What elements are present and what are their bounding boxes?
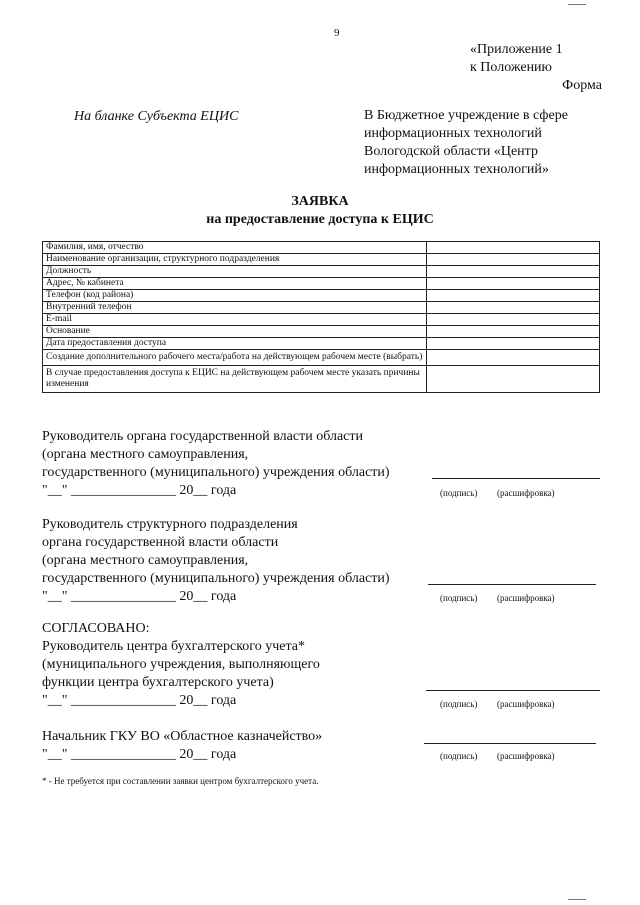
row-value-cell[interactable]: [427, 254, 600, 266]
row-label: Наименование организации, структурного подразделения: [43, 254, 427, 266]
signature-text-line: государственного (муниципального) учреждения области): [42, 571, 390, 586]
row-value-cell[interactable]: [427, 326, 600, 338]
signature-text-line: (органа местного самоуправления,: [42, 553, 249, 568]
addressee: В Бюджетное учреждение в сфере информационных технологий Вологодской области «Центр информационных технологий»: [364, 108, 568, 177]
sign-caption: (подпись): [440, 593, 478, 603]
row-value-cell[interactable]: [427, 242, 600, 254]
decode-caption: (расшифровка): [497, 699, 555, 709]
table-row: [43, 302, 600, 314]
signature-text-line: Руководитель органа государственной власти области: [42, 429, 363, 444]
document-subtitle: на предоставление доступа к ЕЦИС: [206, 212, 434, 227]
table-row: [43, 290, 600, 302]
request-table: [42, 241, 600, 393]
row-label: Телефон (код района): [43, 290, 427, 302]
signature-line[interactable]: [426, 690, 600, 691]
appendix-line-2: к Положению: [470, 60, 553, 75]
scan-mark: [568, 899, 586, 900]
signature-text-line: Руководитель структурного подразделения: [42, 517, 298, 532]
signature-text-line: Начальник ГКУ ВО «Областное казначейство»: [42, 729, 323, 744]
footnote: * - Не требуется при составлении заявки центром бухгалтерского учета.: [42, 776, 319, 786]
signature-text-line: (муниципального учреждения, выполняющего: [42, 657, 320, 672]
signature-text-line: органа государственной власти области: [42, 535, 279, 550]
table-row: [43, 350, 600, 366]
row-label: В случае предоставления доступа к ЕЦИС на действующем рабочем месте указать причины изменения: [43, 366, 427, 393]
row-label: Дата предоставления доступа: [43, 338, 427, 350]
decode-caption: (расшифровка): [497, 488, 555, 498]
form-label: Форма: [562, 78, 602, 93]
signature-text-line: Руководитель центра бухгалтерского учета*: [42, 639, 305, 654]
row-value-cell[interactable]: [427, 366, 600, 393]
table-row: [43, 242, 600, 254]
row-label: Внутренний телефон: [43, 302, 427, 314]
table-row: [43, 278, 600, 290]
sign-caption: (подпись): [440, 488, 478, 498]
row-label: Адрес, № кабинета: [43, 278, 427, 290]
signature-text-line: функции центра бухгалтерского учета): [42, 675, 274, 690]
signature-date: "__" _______________ 20__ года: [42, 747, 237, 762]
row-label: E-mail: [43, 314, 427, 326]
letterhead-note: На бланке Субъекта ЕЦИС: [74, 109, 239, 124]
row-value-cell[interactable]: [427, 290, 600, 302]
signature-line[interactable]: [424, 743, 596, 744]
table-row: [43, 254, 600, 266]
signature-date: "__" _______________ 20__ года: [42, 483, 237, 498]
decode-caption: (расшифровка): [497, 593, 555, 603]
decode-caption: (расшифровка): [497, 751, 555, 761]
page-number: 9: [334, 27, 340, 39]
approval-heading: СОГЛАСОВАНО:: [42, 621, 150, 636]
signature-block-approval: [42, 620, 320, 710]
table-row: [43, 326, 600, 338]
appendix-line-1: «Приложение 1: [470, 42, 563, 57]
row-value-cell[interactable]: [427, 350, 600, 366]
table-row: [43, 314, 600, 326]
row-value-cell[interactable]: [427, 266, 600, 278]
document-title: ЗАЯВКА: [291, 194, 349, 209]
signature-block-head-of-authority: [42, 428, 390, 500]
row-value-cell[interactable]: [427, 278, 600, 290]
row-label: Фамилия, имя, отчество: [43, 242, 427, 254]
row-value-cell[interactable]: [427, 338, 600, 350]
row-label: Должность: [43, 266, 427, 278]
signature-date: "__" _______________ 20__ года: [42, 693, 237, 708]
signature-text-line: (органа местного самоуправления,: [42, 447, 249, 462]
signature-date: "__" _______________ 20__ года: [42, 589, 237, 604]
sign-caption: (подпись): [440, 699, 478, 709]
signature-text-line: государственного (муниципального) учреждения области): [42, 465, 390, 480]
table-row: [43, 366, 600, 393]
scan-mark: [568, 4, 586, 5]
row-value-cell[interactable]: [427, 314, 600, 326]
signature-line[interactable]: [432, 478, 600, 479]
table-row: [43, 266, 600, 278]
appendix-reference: [470, 41, 602, 95]
signature-block-treasury: [42, 728, 322, 764]
signature-block-head-of-department: [42, 516, 390, 606]
sign-caption: (подпись): [440, 751, 478, 761]
table-row: [43, 338, 600, 350]
signature-line[interactable]: [428, 584, 596, 585]
row-value-cell[interactable]: [427, 302, 600, 314]
row-label: Создание дополнительного рабочего места/работа на действующем рабочем месте (выбрать): [43, 350, 427, 366]
row-label: Основание: [43, 326, 427, 338]
